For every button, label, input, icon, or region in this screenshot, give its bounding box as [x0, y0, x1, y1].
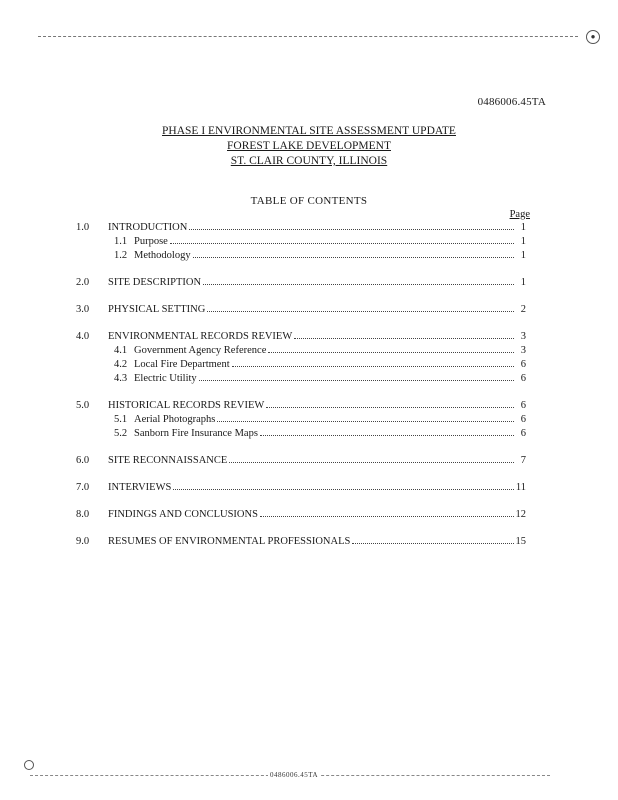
toc-entry-title: Local Fire Department: [134, 359, 230, 370]
dot-leader: [173, 489, 514, 490]
dot-leader: [268, 352, 514, 353]
toc-entry-page: 3: [520, 331, 526, 342]
toc-entry-number: 4.0: [76, 331, 90, 342]
toc-entry-title: Purpose: [134, 236, 168, 247]
footer-logo: [24, 760, 34, 770]
toc-entry-title: Aerial Photographs: [134, 414, 216, 425]
toc-entry: [76, 455, 526, 469]
toc-entry-number: 6.0: [76, 455, 90, 466]
toc-entry-number: 3.0: [76, 304, 90, 315]
toc-entry-number: 7.0: [76, 482, 90, 493]
corner-stamp-icon: ●: [586, 30, 600, 44]
toc-entry: [76, 345, 526, 359]
toc-entry-number: 4.3: [114, 373, 128, 384]
toc-entry: [76, 222, 526, 236]
title-line-2: FOREST LAKE DEVELOPMENT: [227, 140, 391, 152]
dot-leader: [260, 516, 514, 517]
title-line-3: ST. CLAIR COUNTY, ILLINOIS: [230, 155, 388, 167]
dot-leader: [232, 366, 514, 367]
toc-entry-title: SITE RECONNAISSANCE: [108, 455, 228, 466]
dot-leader: [199, 380, 514, 381]
footer-code: 0486006.45TA: [270, 771, 319, 779]
toc-entry-number: 4.1: [114, 345, 128, 356]
dot-leader: [189, 229, 514, 230]
toc-entry-number: 4.2: [114, 359, 128, 370]
dot-leader: [203, 284, 514, 285]
document-number: 0486006.45TA: [477, 96, 546, 108]
toc-entry-page: 1: [520, 222, 526, 233]
toc-heading: TABLE OF CONTENTS: [250, 195, 368, 207]
dot-leader: [266, 407, 514, 408]
toc-entry-title: Methodology: [134, 250, 191, 261]
toc-entry-title: RESUMES OF ENVIRONMENTAL PROFESSIONALS: [108, 536, 351, 547]
logo-icon: [24, 760, 34, 770]
toc-entry-title: FINDINGS AND CONCLUSIONS: [108, 509, 258, 520]
toc-entry-title: INTERVIEWS: [108, 482, 172, 493]
dot-leader: [352, 543, 513, 544]
scan-artifact-top: [38, 36, 578, 37]
table-of-contents: [76, 222, 526, 550]
toc-entry-title: Sanborn Fire Insurance Maps: [134, 428, 258, 439]
toc-entry-title: PHYSICAL SETTING: [108, 304, 206, 315]
toc-entry-page: 6: [520, 400, 526, 411]
toc-entry: [76, 277, 526, 291]
toc-entry-page: 6: [520, 359, 526, 370]
toc-entry-number: 5.1: [114, 414, 128, 425]
toc-entry-number: 5.0: [76, 400, 90, 411]
toc-entry: [76, 373, 526, 387]
toc-entry-page: 6: [520, 373, 526, 384]
toc-entry-title: SITE DESCRIPTION: [108, 277, 202, 288]
toc-entry-number: 1.2: [114, 250, 128, 261]
toc-entry-number: 8.0: [76, 509, 90, 520]
dot-leader: [260, 435, 514, 436]
toc-entry: [76, 509, 526, 523]
dot-leader: [294, 338, 514, 339]
toc-entry: [76, 428, 526, 442]
dot-leader: [207, 311, 514, 312]
toc-entry: [76, 236, 526, 250]
dot-leader: [170, 243, 514, 244]
toc-entry-title: Electric Utility: [134, 373, 197, 384]
toc-entry: [76, 304, 526, 318]
toc-entry-page: 11: [515, 482, 526, 493]
dot-leader: [193, 257, 514, 258]
toc-entry: [76, 536, 526, 550]
page-column-label: Page: [509, 209, 530, 220]
toc-entry: [76, 331, 526, 345]
toc-entry-page: 15: [515, 536, 526, 547]
toc-entry-number: 5.2: [114, 428, 128, 439]
toc-entry: [76, 359, 526, 373]
toc-entry: [76, 414, 526, 428]
toc-entry-number: 2.0: [76, 277, 90, 288]
toc-entry-page: 2: [520, 304, 526, 315]
toc-entry-page: 1: [520, 250, 526, 261]
title-line-1: PHASE I ENVIRONMENTAL SITE ASSESSMENT UPDATE: [162, 125, 456, 137]
toc-entry-number: 1.1: [114, 236, 128, 247]
toc-entry-page: 1: [520, 277, 526, 288]
toc-entry-page: 6: [520, 428, 526, 439]
toc-entry: [76, 400, 526, 414]
toc-entry-page: 6: [520, 414, 526, 425]
dot-leader: [229, 462, 514, 463]
toc-entry-number: 1.0: [76, 222, 90, 233]
toc-entry-title: ENVIRONMENTAL RECORDS REVIEW: [108, 331, 293, 342]
dot-leader: [217, 421, 514, 422]
toc-entry-page: 3: [520, 345, 526, 356]
toc-entry-number: 9.0: [76, 536, 90, 547]
toc-entry: [76, 250, 526, 264]
toc-entry-page: 12: [515, 509, 526, 520]
toc-entry-title: Government Agency Reference: [134, 345, 267, 356]
report-title: [0, 124, 618, 169]
toc-entry-title: HISTORICAL RECORDS REVIEW: [108, 400, 265, 411]
toc-entry-title: INTRODUCTION: [108, 222, 188, 233]
toc-entry-page: 7: [520, 455, 526, 466]
toc-entry: [76, 482, 526, 496]
toc-entry-page: 1: [520, 236, 526, 247]
